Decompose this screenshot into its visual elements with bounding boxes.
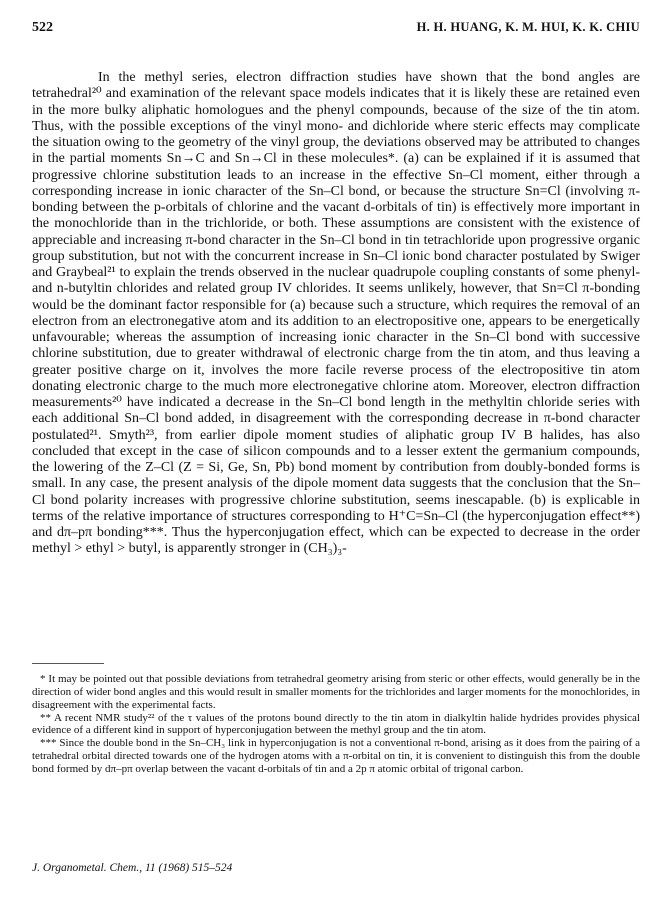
- page-header: [32, 20, 640, 40]
- body-paragraph: In the methyl series, electron diffraction studies have shown that the bond angles are tetrahedral²⁰ and examination of the relevant space models indicates that it is likely these are retained even in the more bulky aliphatic homologues and the phenyl compounds, because of the size of the tin atom. Thus, with the possible exceptions of the vinyl mono- and dichloride where steric effects may complicate the situation owing to the geometry of the vinyl group, the deviations observed may be attributed to changes in the partial moments Sn→C and Sn→Cl in these molecules*. (a) can be explained if it is assumed that progressive chlorine substitution leads to an increase in the effective Sn–Cl moment, either through a corresponding increase in ionic character of the Sn–Cl bond, or because the structure Sn=Cl (involving π-bonding between the p-orbitals of chlorine and the vacant d-orbitals of tin) is effectively more important in the monochloride than in the trichloride, or both. These assumptions are consistent with the existence of appreciable and increasing π-bond character in the Sn–Cl bond in tin tetrachloride upon progressive organic group substitution, but not with the concurrent increase in Sn–Cl ionic bond character postulated by Swiger and Graybeal²¹ to explain the trends observed in the nuclear quadrupole coupling constants of some phenyl- and n-butyltin chlorides and related group IV chlorides. It seems unlikely, however, that Sn=Cl π-bonding would be the dominant factor responsible for (a) because such a structure, which requires the removal of an electron from an electronegative atom and its addition to an electropositive one, appears to be energetically unfavourable; whereas the assumption of increasing ionic character in the Sn–Cl bond with successive chlorine substitution, due to greater withdrawal of electronic charge from the tin atom, and thus leaving a greater positive charge on it, involves the more facile reverse process of the electropositive tin atom donating electronic charge to the much more electronegative chlorine atom. Moreover, electron diffraction measurements²⁰ have indicated a decrease in the Sn–Cl bond length in the methyltin chloride series with each additional Sn–Cl bond added, in disagreement with the corresponding decrease in π-bond character postulated²¹. Smyth²³, from earlier dipole moment studies of aliphatic group IV B halides, has also concluded that except in the case of silicon compounds and to a lesser extent the germanium compounds, the lowering of the Z–Cl (Z = Si, Ge, Sn, Pb) bond moment by contribution from doubly-bonded forms is small. In any case, the present analysis of the dipole moment data suggests that the conclusion that the Sn–Cl bond polarity increases with progressive chlorine substitution, seems inescapable. (b) is explicable in terms of the relative importance of structures corresponding to H⁺C=Sn–Cl (the hyperconjugation effect**) and dπ–pπ bonding***. Thus the hyperconjugation effect, which can be expected to decrease in the order methyl > ethyl > butyl, is apparently stronger in (CH₃)₃-: [32, 70, 640, 557]
- footnote-double-asterisk: ** A recent NMR study²² of the τ values of the protons bound directly to the tin atom in dialkyltin halide hydrides provides physical evidence of a different kind in support of hyperconjugation between the methyl group and the tin atom.: [32, 711, 640, 737]
- footnote-separator: [32, 663, 104, 664]
- footnotes: [32, 673, 640, 776]
- body-text: [32, 70, 640, 558]
- page-number: 522: [32, 20, 53, 35]
- running-head-authors: H. H. HUANG, K. M. HUI, K. K. CHIU: [416, 20, 640, 34]
- journal-reference: J. Organometal. Chem., 11 (1968) 515–524: [32, 862, 233, 874]
- footnote-triple-asterisk: *** Since the double bond in the Sn–CH₃ link in hyperconjugation is not a conventional π-bond, arising as it does from the pairing of a tetrahedral orbital directed towards one of the hydrogen atoms with a π-orbital on tin, it is convenient to distinguish this from the double bond formed by dπ–pπ overlap between the vacant d-orbitals of tin and a 2p π atomic orbital of trigonal carbon.: [32, 737, 640, 775]
- footnote-single-asterisk: * It may be pointed out that possible deviations from tetrahedral geometry arising from steric or other effects, would generally be in the direction of wider bond angles and this would result in smaller moments for the trichlorides and larger moments for the monochlorides, in disagreement with the experimental facts.: [32, 673, 640, 711]
